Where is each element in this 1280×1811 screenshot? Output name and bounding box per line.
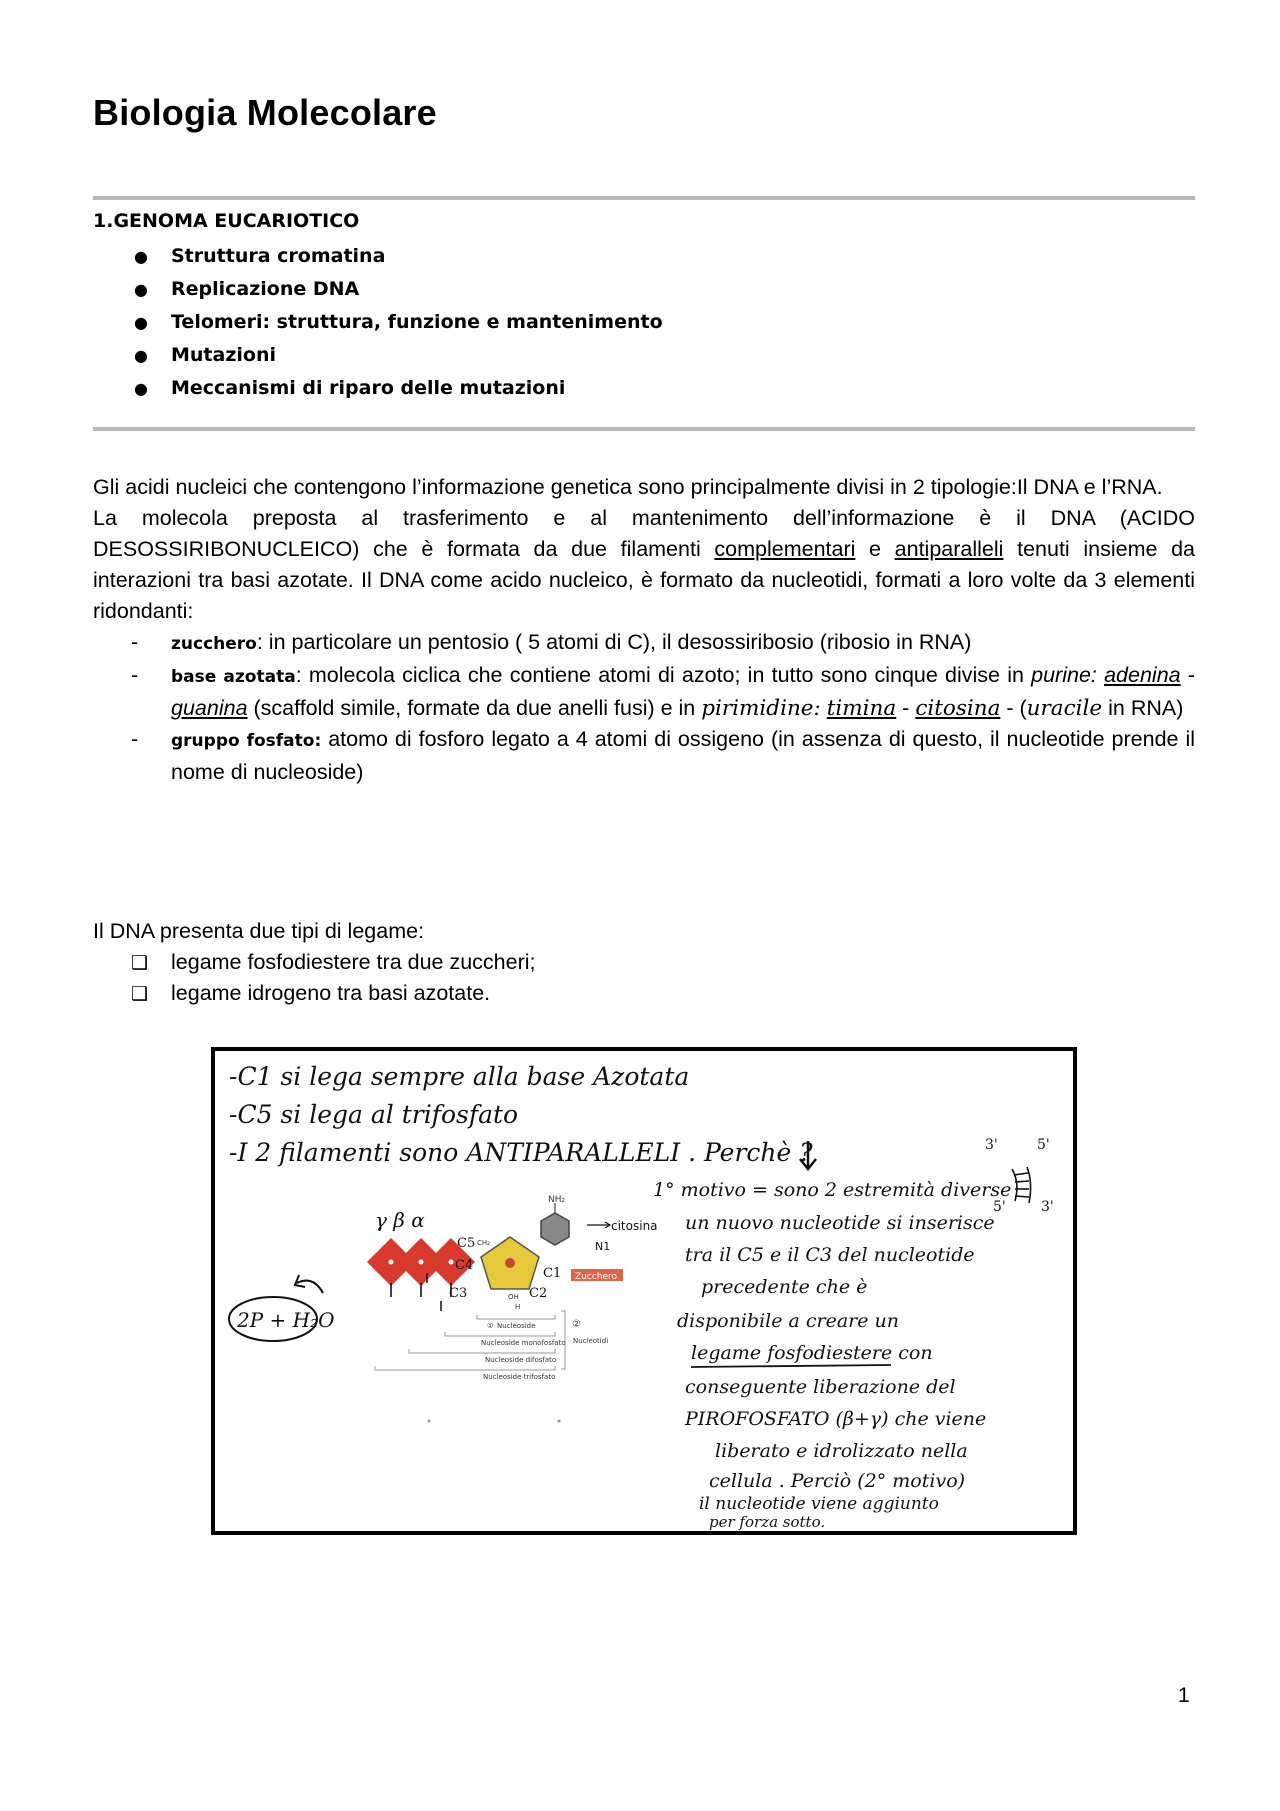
explanation-line: precedente che è bbox=[701, 1276, 868, 1298]
handwritten-explanation bbox=[653, 1179, 1011, 1531]
h-label: H bbox=[515, 1303, 521, 1311]
bullet-icon: ● bbox=[134, 346, 148, 365]
cytosine-hexagon bbox=[541, 1213, 569, 1245]
bottom-divider bbox=[93, 427, 1195, 431]
bracket-num: ① bbox=[487, 1322, 494, 1330]
intro-section bbox=[93, 472, 1195, 788]
bond-item: ❑ legame fosfodiestere tra due zuccheri; bbox=[93, 947, 1195, 978]
explanation-line: liberato e idrolizzato nella bbox=[715, 1440, 968, 1462]
end-label: 3' bbox=[1041, 1199, 1054, 1215]
nucleotide-components-list bbox=[93, 627, 1195, 788]
explanation-line: conseguente liberazione del bbox=[685, 1376, 956, 1398]
oxygen-atom bbox=[505, 1258, 515, 1268]
checkbox-icon: ❑ bbox=[131, 953, 149, 974]
pyrophosphate-callout bbox=[229, 1275, 335, 1341]
component-base-azotata: - base azotata: molecola ciclica che contiene atomi di azoto; in tutto sono cinque divise in purine: adenina - guanina (scaffold simile, formate da due anelli fusi) e in pirimidine: timina - citosina - (uracile in RNA) bbox=[131, 663, 1195, 721]
sugar-tag-label: Zucchero bbox=[575, 1272, 618, 1282]
bonds-intro: Il DNA presenta due tipi di legame: bbox=[93, 919, 425, 943]
bracket-label: Nucleoside monofosfato bbox=[481, 1339, 566, 1347]
toc-item-label: Struttura cromatina bbox=[171, 245, 386, 267]
notes-drawing bbox=[215, 1051, 1073, 1531]
toc-item bbox=[93, 372, 663, 405]
toc-section-title: 1.GENOMA EUCARIOTICO bbox=[93, 210, 360, 232]
p-h2o-label: 2P + H₂O bbox=[237, 1308, 335, 1332]
bullet-icon: ● bbox=[134, 247, 148, 266]
component-zucchero: - zucchero: in particolare un pentosio ( 5 atomi di C), il desossiribosio (ribosio in RNA) bbox=[131, 630, 972, 654]
explanation-line: un nuovo nucleotide si inserisce bbox=[685, 1212, 995, 1234]
carbon-label: C2 bbox=[529, 1286, 548, 1301]
explanation-line: cellula . Perciò (2° motivo) bbox=[709, 1470, 966, 1492]
explanation-line: PIROFOSFATO (β+γ) che viene bbox=[685, 1408, 987, 1430]
bracket-label: Nucleoside difosfato bbox=[485, 1356, 557, 1364]
nucleotidi-label: Nucleotidi bbox=[573, 1337, 609, 1345]
bracket-label: Nucleoside bbox=[497, 1322, 536, 1330]
keyword-antiparalleli: antiparalleli bbox=[894, 537, 1004, 561]
toc-item bbox=[93, 306, 663, 339]
dna-ladder-icon bbox=[1012, 1167, 1031, 1203]
bond-item: ❑ legame idrogeno tra basi azotate. bbox=[93, 978, 1195, 1009]
underline-mark bbox=[691, 1365, 891, 1367]
bullet-icon: ● bbox=[134, 313, 148, 332]
ch2-label: CH₂ bbox=[477, 1239, 490, 1247]
intro-paragraph-1: Gli acidi nucleici che contengono l’informazione genetica sono principalmente divisi in 2 tipologie:Il DNA e l’RNA. bbox=[93, 475, 1163, 499]
cytosine-label: citosina bbox=[611, 1219, 658, 1233]
toc-item-label: Telomeri: struttura, funzione e mantenimento bbox=[171, 311, 663, 333]
bullet-icon: ● bbox=[134, 280, 148, 299]
keyword-complementari: complementari bbox=[714, 537, 856, 561]
toc-item bbox=[93, 240, 663, 273]
end-label: 5' bbox=[993, 1199, 1006, 1215]
bracket-label: Nucleoside trifosfato bbox=[483, 1373, 556, 1381]
explanation-line: 1° motivo = sono 2 estremità diverse bbox=[653, 1179, 1012, 1201]
note-line-1: -C1 si lega sempre alla base Azotata bbox=[229, 1062, 690, 1091]
end-label: 3' bbox=[985, 1137, 998, 1153]
carbon-label: C4 bbox=[455, 1258, 474, 1273]
toc-item bbox=[93, 273, 663, 306]
toc-item-label: Meccanismi di riparo delle mutazioni bbox=[171, 377, 566, 399]
toc-list bbox=[93, 240, 663, 405]
explanation-line: disponibile a creare un bbox=[677, 1310, 900, 1332]
note-line-2: -C5 si lega al trifosfato bbox=[229, 1100, 519, 1129]
intro-paragraph-2: La molecola preposta al trasferimento e al mantenimento dell’informazione è il DNA (ACIDO DESOSSIRIBONUCLEICO) che è formata da due filamenti complementari e antiparalleli tenuti insieme da interazioni tra basi azotate. Il DNA come acido nucleico, è formato da nucleotidi, formati a loro volte da 3 elementi ridondanti: bbox=[93, 506, 1196, 623]
note-line-3: -I 2 filamenti sono ANTIPARALLELI . Perchè ? bbox=[229, 1138, 813, 1167]
carbon-label: C5 bbox=[457, 1236, 476, 1251]
explanation-line: tra il C5 e il C3 del nucleotide bbox=[685, 1244, 975, 1266]
toc-item-label: Mutazioni bbox=[171, 344, 277, 366]
bracket-num: ② bbox=[572, 1319, 581, 1330]
explanation-line: per forza sotto. bbox=[709, 1513, 826, 1531]
checkbox-icon: ❑ bbox=[131, 984, 149, 1005]
toc-item-label: Replicazione DNA bbox=[171, 278, 360, 300]
nh2-label: NH₂ bbox=[548, 1195, 566, 1205]
explanation-line: il nucleotide viene aggiunto bbox=[699, 1494, 939, 1514]
end-label: 5' bbox=[1037, 1137, 1050, 1153]
explanation-line: legame fosfodiestere con bbox=[691, 1342, 933, 1364]
table-of-contents bbox=[93, 210, 663, 405]
top-divider bbox=[93, 196, 1195, 200]
carbon-label: C3 bbox=[449, 1286, 468, 1301]
oh-label: OH bbox=[508, 1293, 519, 1301]
toc-item bbox=[93, 339, 663, 372]
page-number: 1 bbox=[1178, 1684, 1190, 1707]
carbon-label: C1 bbox=[543, 1266, 562, 1281]
component-gruppo-fosfato: - gruppo fosfato: atomo di fosforo legato a 4 atomi di ossigeno (in assenza di questo, il nucleotide prende il nome di nucleoside) bbox=[131, 727, 1195, 784]
bonds-list bbox=[93, 947, 1195, 1009]
handwritten-notes-figure bbox=[211, 1047, 1077, 1535]
greek-labels: γ β α bbox=[375, 1208, 425, 1232]
n1-label: N1 bbox=[595, 1240, 611, 1253]
bullet-icon: ● bbox=[134, 379, 148, 398]
bonds-section bbox=[93, 916, 1195, 1009]
page-title: Biologia Molecolare bbox=[93, 92, 437, 133]
